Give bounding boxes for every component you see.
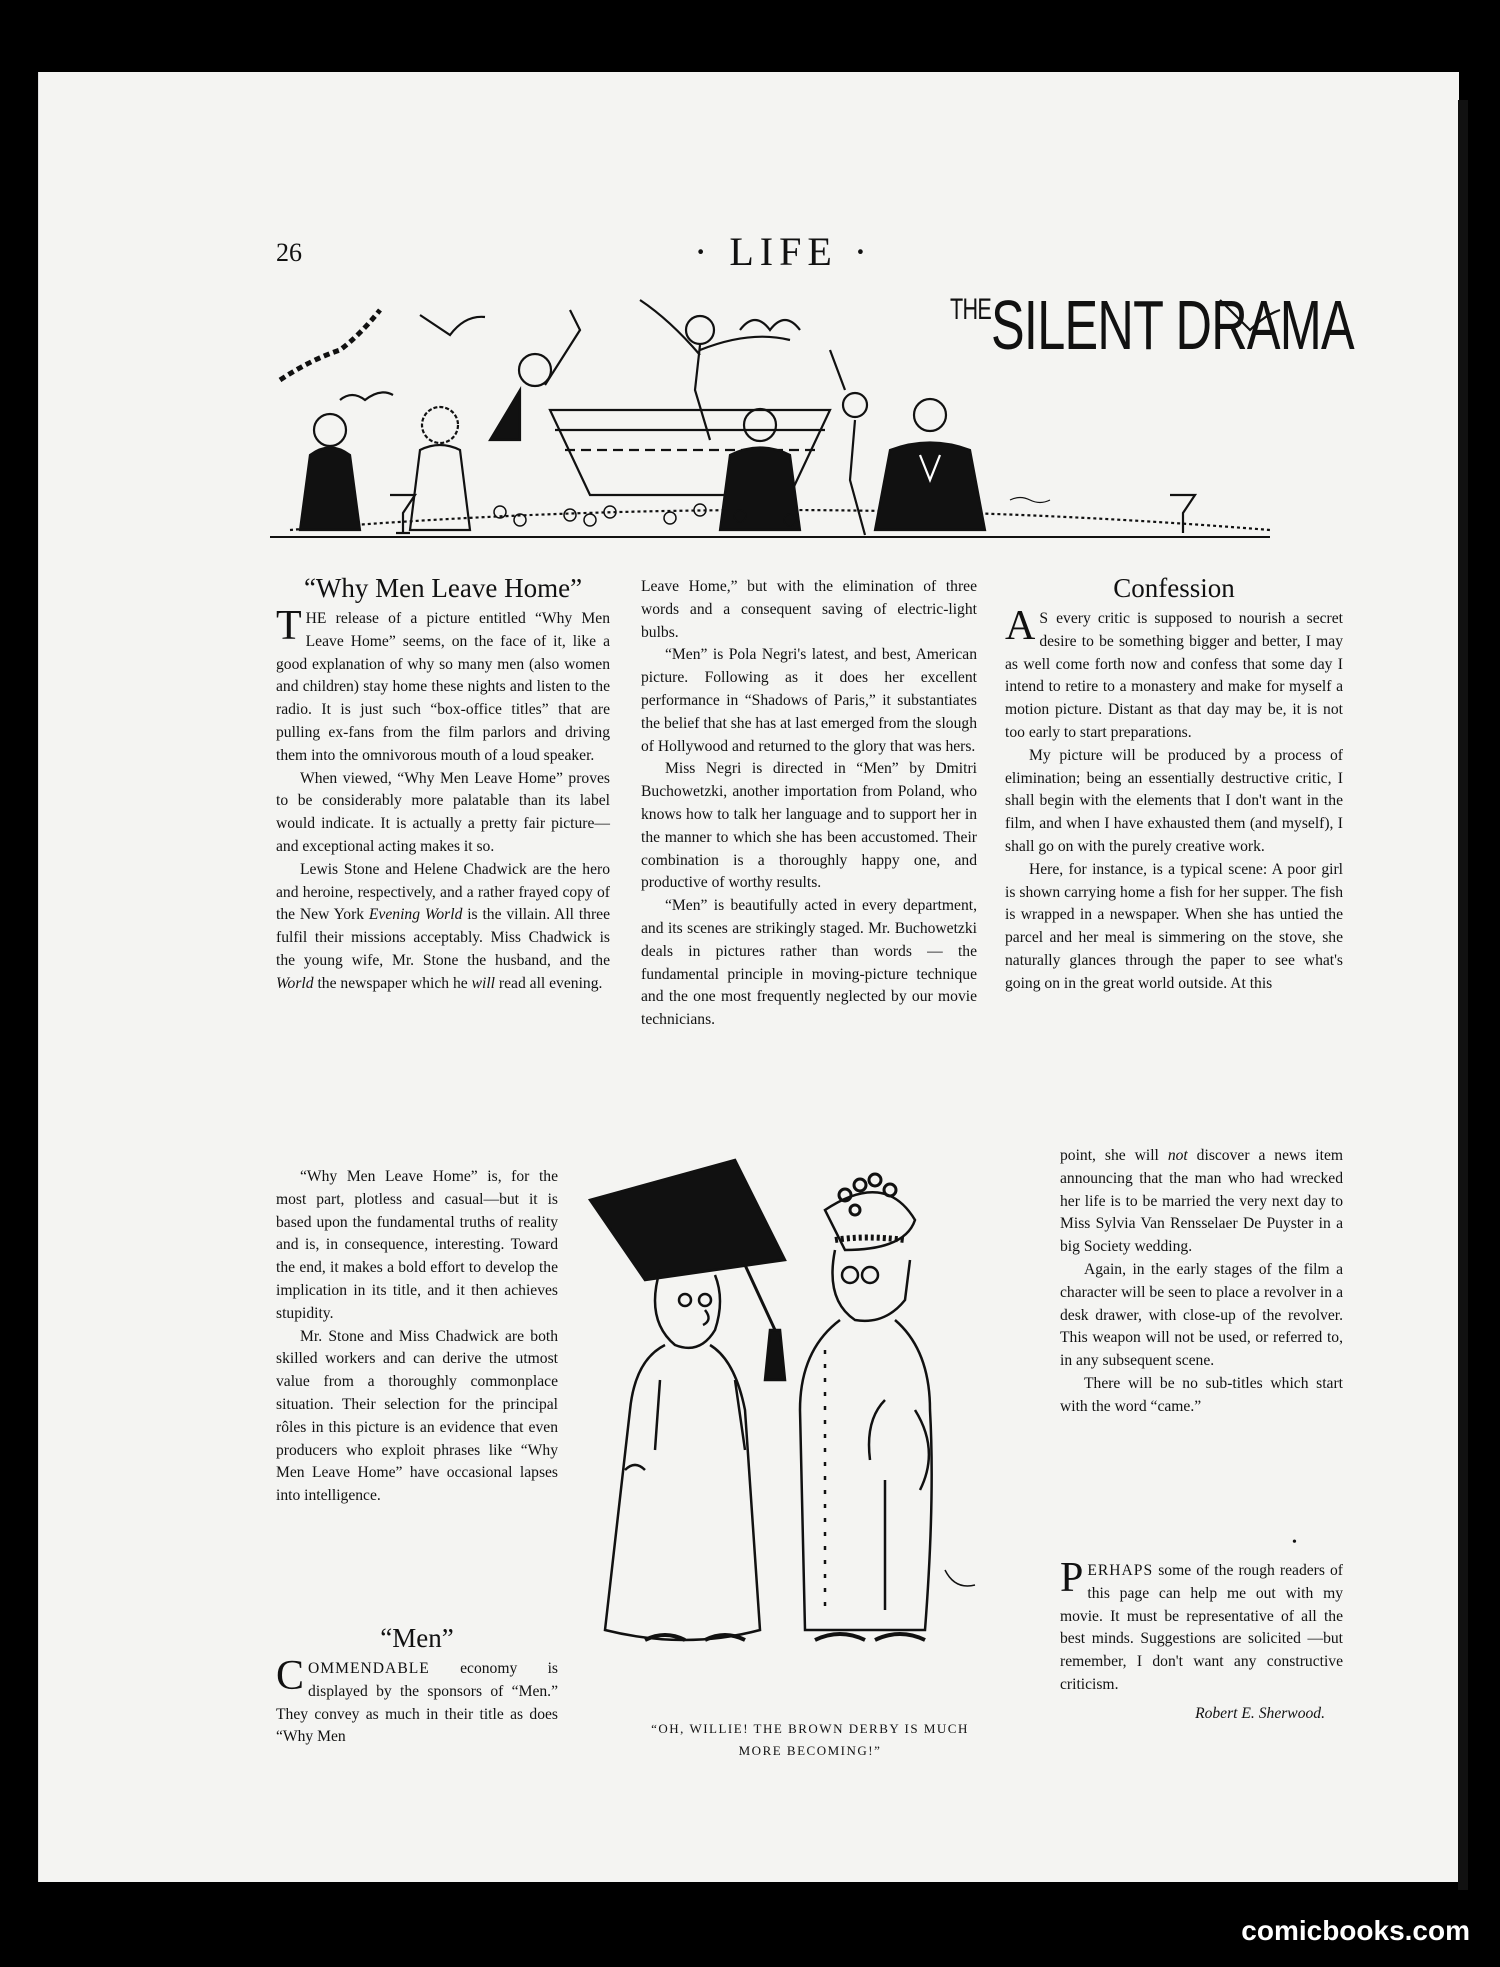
heading-men: “Men” [380, 1623, 454, 1653]
paragraph-text: HE release of a picture entitled “Why Men Leave Home” seems, on the face of it, like a good explanation of why so many men (also women and children) stay home these nights and listen to the radio. It is just such “box-office titles” that are pulling ex-fans from the film parlors and driving them into the omnivorous mouth of a loud speaker. [276, 610, 610, 764]
paragraph [276, 1653, 558, 1749]
italic-text: Evening World [368, 906, 463, 924]
page-number: 26 [276, 238, 302, 267]
paragraph [276, 603, 610, 768]
paragraph [276, 859, 610, 996]
section-title-main: SILENT DRAMA [991, 286, 1354, 364]
section-title-small: THE [950, 293, 992, 326]
page-header [276, 228, 1216, 278]
banner-illustration [270, 290, 1320, 545]
paragraph: My picture will be produced by a process of elimination; being an essentially destructive critic, I shall begin with the elements that I don't want in the film, and when I have exhausted them (and myself), I shall go on with the purely creative work. [1005, 746, 1343, 855]
paragraph [1005, 603, 1343, 745]
paragraph: “Men” is Pola Negri's latest, and best, American picture. Following as it does her excellent performance in “Shadows of Paris,” it substantiates the belief that she has at last emerged from the slough of Hollywood and returned to the glory that was hers. [641, 646, 977, 755]
italic-text: World [276, 974, 314, 992]
paragraph-text: some of the rough readers of this page can help me out with my movie. It must be representative of all the best minds. Suggestions are solicited —but remember, I don't want any constructive criticism. [1060, 1562, 1343, 1693]
paragraph: “Why Men Leave Home” is, for the most part, plotless and casual—but it is based upon the fundamental truths of reality and is, in consequence, interesting. Toward the end, it makes a bold effort to develop the implication in its title, and it then achieves stupidity. [276, 1168, 558, 1322]
masthead: · LIFE · [694, 229, 874, 274]
article-confession-continued [1060, 1145, 1343, 1419]
paragraph [1060, 1555, 1343, 1697]
paragraph: Mr. Stone and Miss Chadwick are both skilled workers and can derive the utmost value from a thoroughly commonplace situation. Their selection for the principal rôles in this picture is an evidence that even producers who exploit phrases like “Why Men Leave Home” have occasional lapses into intelligence. [276, 1327, 558, 1505]
author-signature: Robert E. Sherwood. [1195, 1704, 1325, 1722]
dropcap: C [276, 1653, 305, 1699]
dropcap: A [1005, 603, 1036, 649]
article-confession-postscript [1060, 1555, 1343, 1726]
article-confession [1005, 572, 1343, 996]
dropcap: T [276, 603, 302, 649]
article-men-continued [641, 576, 977, 1032]
small-caps-text: S [1039, 610, 1050, 627]
separator-dot: • [1292, 1535, 1297, 1550]
paragraph: Miss Negri is directed in “Men” by Dmitri Buchowetzki, another importation from Poland, who knows how to talk her language and to support her in the manner to which she has been accustomed. Their combination is a thoroughly happy one, and productive of worthy results. [641, 760, 977, 892]
paragraph: “Men” is beautifully acted in every department, and its scenes are strikingly staged. Mr. Buchowetzki deals in pictures rather than words — the fundamental principle in moving-picture technique and the one most frequently neglected by our movie technicians. [641, 897, 977, 1029]
cartoon-caption [600, 1718, 1020, 1762]
caption-line-2: MORE BECOMING!” [738, 1743, 882, 1758]
italic-text: will [471, 974, 496, 992]
dropcap: P [1060, 1555, 1084, 1601]
article-why-men-leave-home [276, 572, 610, 996]
paragraph-text: the newspaper which he [313, 974, 472, 992]
paragraph-text: is the villain. All three fulfil their missions acceptably. Miss Chadwick is the young wife, Mr. Stone the husband, and the [276, 906, 610, 969]
small-caps-text: OMMENDABLE [308, 1660, 430, 1677]
paragraph-text: read all evening. [495, 974, 603, 992]
cartoon-illustration [585, 1150, 1025, 1690]
paragraph: Here, for instance, is a typical scene: A poor girl is shown carrying home a fish for her supper. The fish is wrapped in a newspaper. When she has untied the parcel and her meal is simmering on the stove, she naturally glances through the paper to see what's going on in the great world outside. At this [1005, 860, 1343, 992]
paragraph-text: every critic is supposed to nourish a secret desire to be something bigger and better, I may as well come forth now and confess that some day I intend to retire to a monastery and make for myself a motion picture. Distant as that day may be, it is not too early to start preparations. [1005, 610, 1343, 741]
paragraph-continued: Leave Home,” but with the elimination of three words and a consequent saving of electric-light bulbs. [641, 578, 977, 641]
paragraph: When viewed, “Why Men Leave Home” proves to be considerably more palatable than its label would indicate. It is actually a pretty fair picture—and exceptional acting makes it so. [276, 769, 610, 855]
italic-text: not [1167, 1147, 1188, 1164]
heading-confession: Confession [1113, 573, 1235, 603]
watermark: comicbooks.com [1241, 1915, 1470, 1946]
paragraph: There will be no sub-titles which start with the word “came.” [1060, 1374, 1343, 1415]
facing-page-gutter [1458, 100, 1468, 1890]
paragraph-text-first: economy is displayed by the sponsors of “Men.” They convey as much in their title as does “Why Men [276, 1660, 558, 1746]
small-caps-text: ERHAPS [1087, 1562, 1154, 1579]
paragraph-continued [1060, 1145, 1343, 1259]
paragraph: Again, in the early stages of the film a character will be seen to place a revolver in a desk drawer, with close-up of the revolver. This weapon will not be used, or referred to, in any subsequent scene. [1060, 1260, 1343, 1370]
paragraph-text: Lewis Stone and Helene Chadwick are the hero and heroine, respectively, and a rather frayed copy of the New York [276, 860, 610, 924]
heading-why-men-leave-home: “Why Men Leave Home” [303, 573, 583, 603]
article-men [276, 1622, 558, 1749]
article-why-men-leave-home-continued [276, 1166, 558, 1508]
caption-line-1: “OH, WILLIE! THE BROWN DERBY IS MUCH [651, 1721, 969, 1736]
paragraph-text: discover a news item announcing that the man who had wrecked her life is to be married the very next day to Miss Sylvia Van Rensselaer De Puyster in a big Society wedding. [1060, 1147, 1343, 1256]
paragraph-text: point, she will [1060, 1147, 1168, 1164]
